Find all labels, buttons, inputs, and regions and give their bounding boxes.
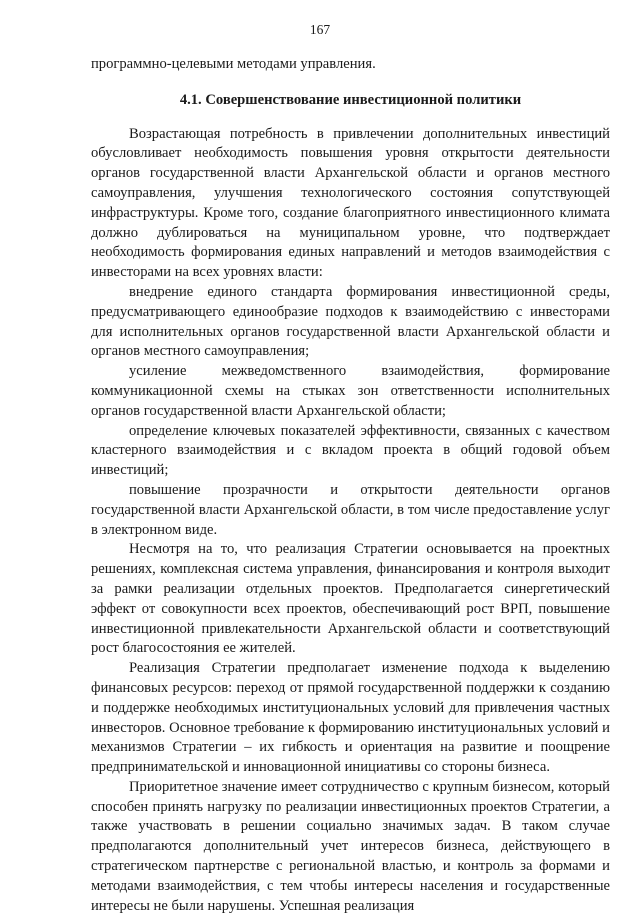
paragraph-investment-need: Возрастающая потребность в привлечении дополнительных инвестиций обусловливает необходимость повышения уровня открытости деятельности органов государственной власти Архангельской области и органов местного самоуправления, улучшения технологического состояния сопутствующей инфраструктуры. Кроме того, создание благоприятного инвестиционного климата должно дублироваться на муниципальном уровне, что подтверждает необходимость формирования единых направлений и методов взаимодействия с инвесторами на всех уровнях власти: xyxy=(91,125,610,281)
paragraph-transparency: повышение прозрачности и открытости деятельности органов государственной власти Архангельской области, в том числе предоставление услуг в электронном виде. xyxy=(91,481,610,538)
page-number: 167 xyxy=(309,22,331,37)
paragraph-financing-approach: Реализация Стратегии предполагает изменение подхода к выделению финансовых ресурсов: переход от прямой государственной поддержки к созданию и поддержке необходимых институциональных условий для привлечения частных инвесторов. Основное требование к формированию институциональных условий и механизмов Стратегии – их гибкость и ориентация на развитие и поощрение предпринимательской и инновационной инициативы со стороны бизнеса. xyxy=(91,660,610,776)
paragraph-unified-standard: внедрение единого стандарта формирования инвестиционной среды, предусматривающего единообразие подходов к взаимодействию с инвесторами для исполнительных органов государственной власти Архангельской области и органов местного самоуправления; xyxy=(91,283,610,360)
paragraph-key-indicators: определение ключевых показателей эффективности, связанных с качеством кластерного взаимодействия и с вкладом проекта в общий годовой объем инвестиций; xyxy=(91,422,610,479)
page-body xyxy=(91,55,610,916)
section-heading: 4.1. Совершенствование инвестиционной политики xyxy=(179,91,522,108)
paragraph-interagency-cooperation: усиление межведомственного взаимодействия, формирование коммуникационной схемы на стыках зон ответственности исполнительных органов государственной власти Архангельской области; xyxy=(91,363,610,419)
continuation-line: программно-целевыми методами управления. xyxy=(91,56,376,72)
paragraph-big-business: Приоритетное значение имеет сотрудничество с крупным бизнесом, который способен принять нагрузку по реализации инвестиционных проектов Стратегии, а также участвовать в решении социально значимых задач. В таком случае предполагаются дополнительный учет интересов бизнеса, действующего в стратегическом партнерстве с региональной властью, и контроль за формами и методами взаимодействия, с тем чтобы интересы населения и государственные интересы не были нарушены. Успешная реализация xyxy=(91,778,610,914)
paragraph-synergy: Несмотря на то, что реализация Стратегии основывается на проектных решениях, комплексная система управления, финансирования и контроля выходит за рамки реализации отдельных проектов. Предполагается синергетический эффект от совокупности всех проектов, обеспечивающий рост ВРП, повышение инвестиционной привлекательности Архангельской области и соответствующий рост благосостояния ее жителей. xyxy=(91,541,610,657)
